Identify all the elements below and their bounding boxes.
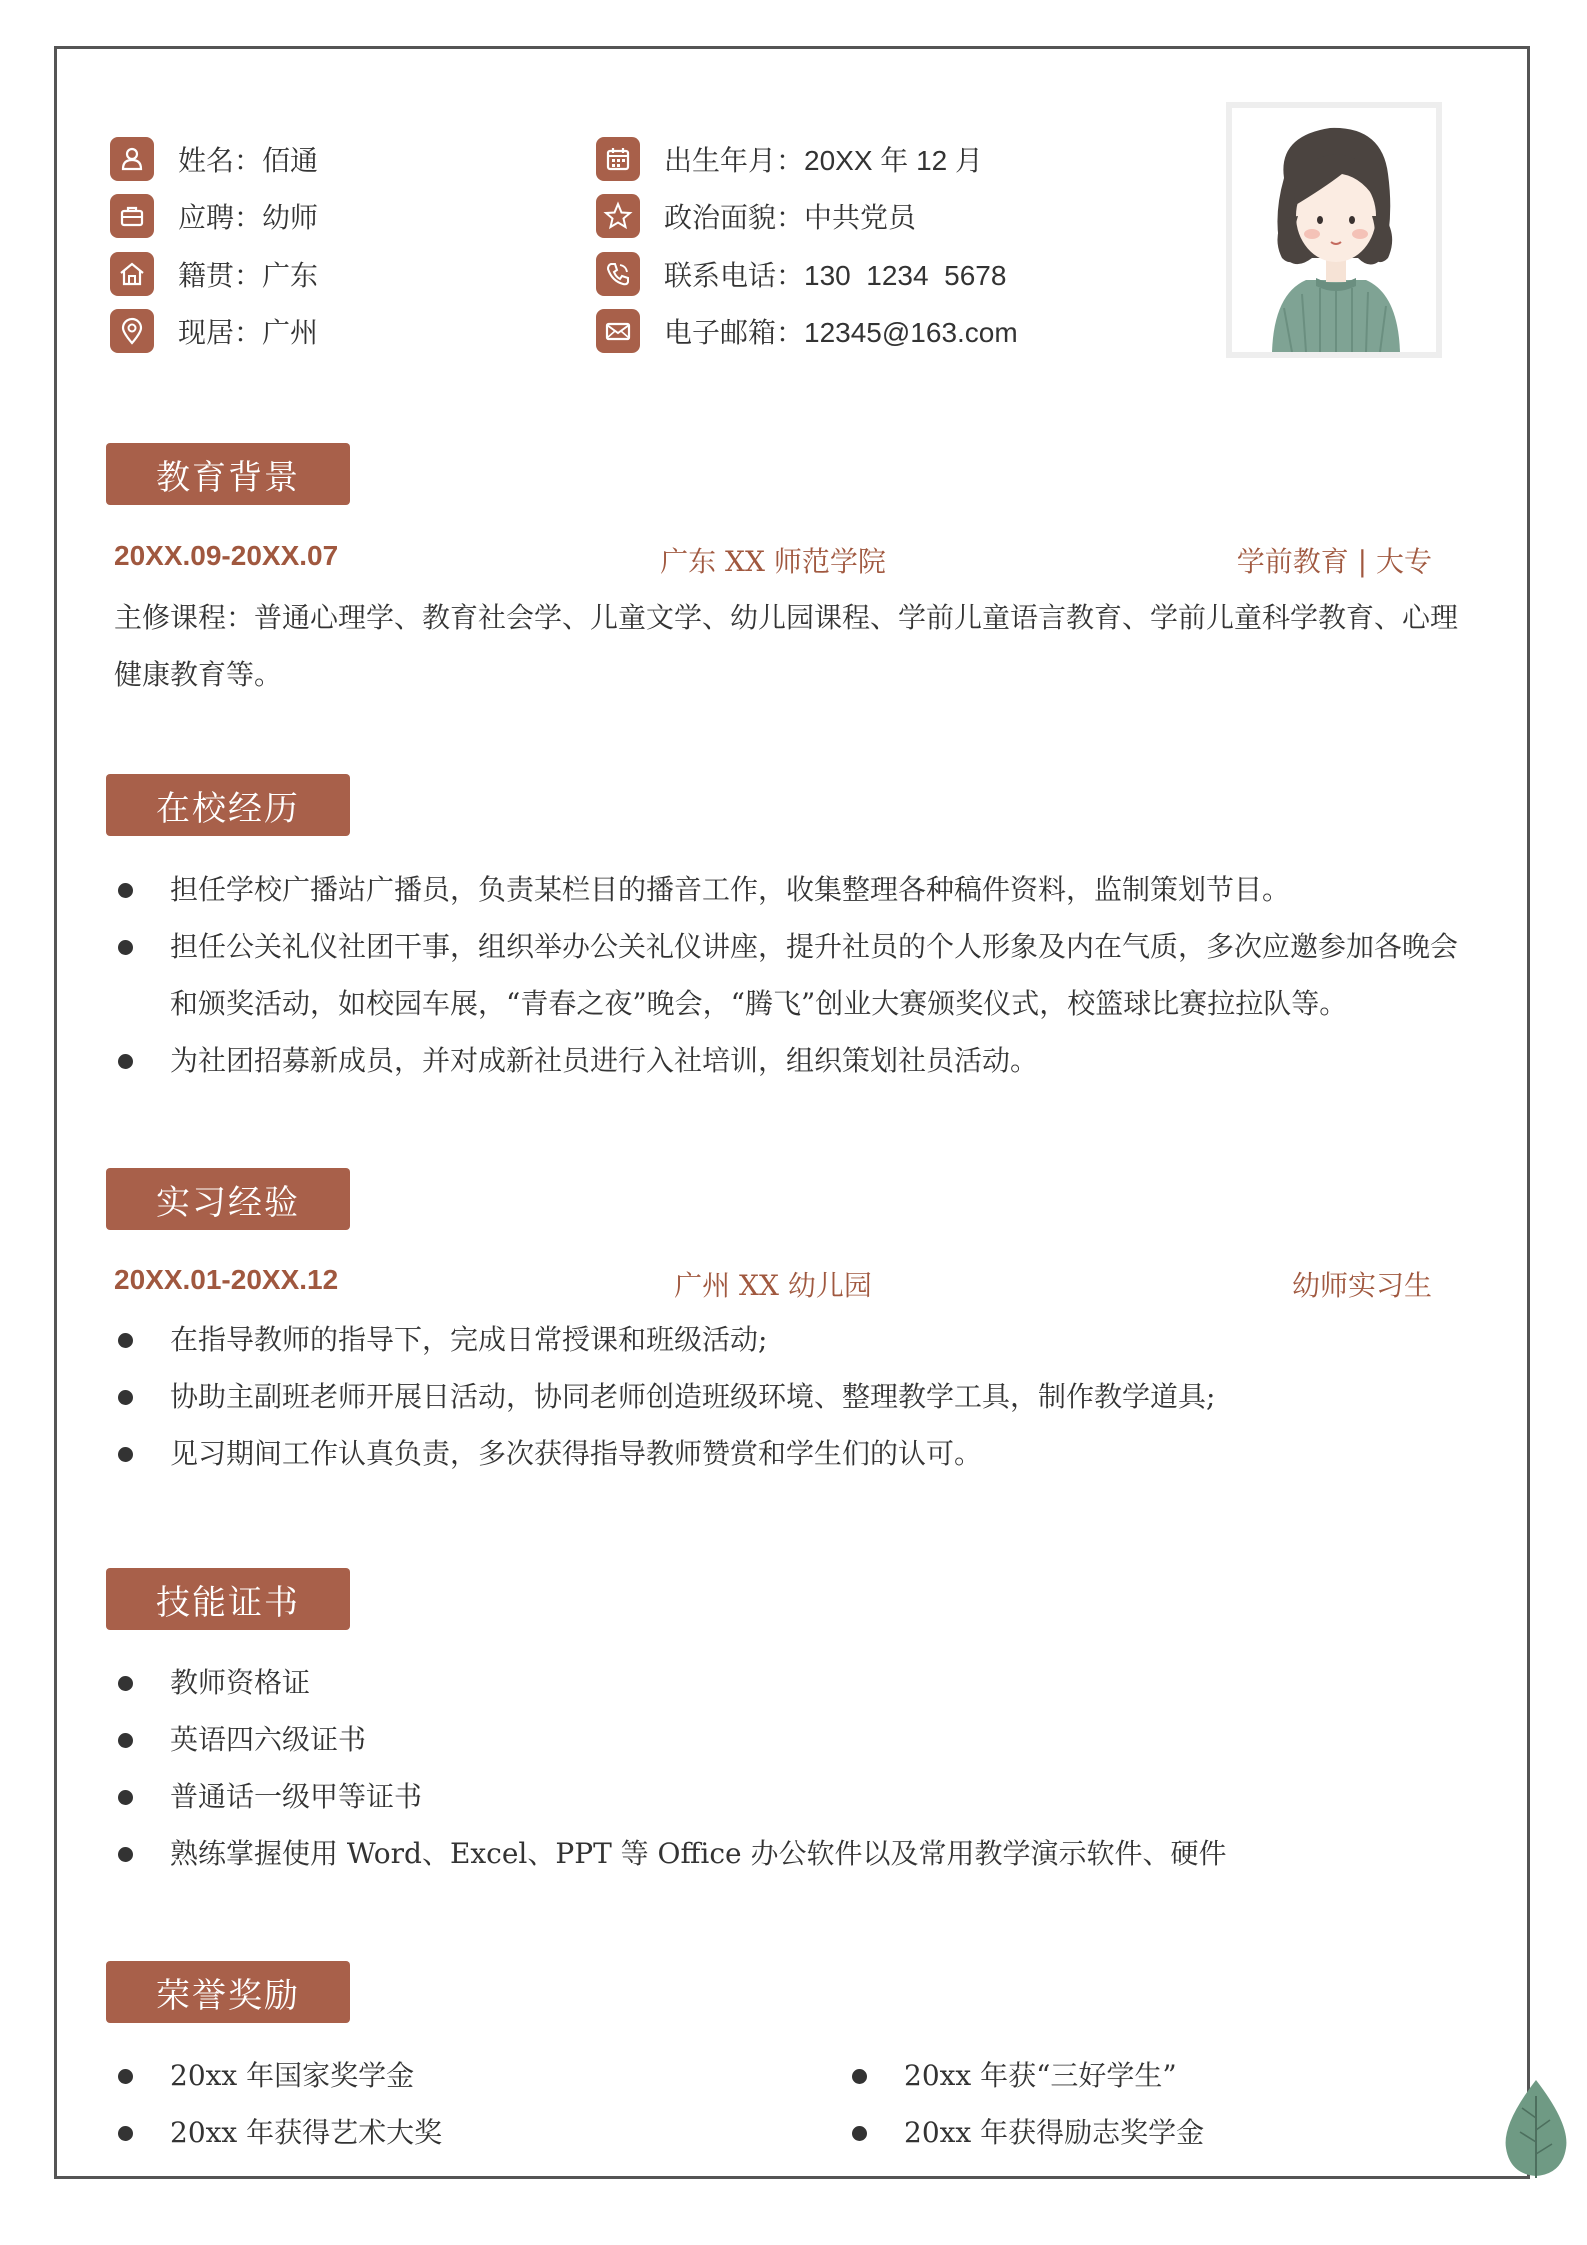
- list-item-text: 担任公关礼仪社团干事，组织举办公关礼仪讲座，提升社员的个人形象及内在气质，多次应邀参加各晚会和颁奖活动，如校园车展，“青春之夜”晚会，“腾飞”创业大赛颁奖仪式，校篮球比赛拉拉队等。: [170, 930, 1459, 1020]
- list-item: [114, 1654, 1474, 1711]
- list-item: [114, 861, 1474, 918]
- info-value: 广东: [262, 259, 319, 292]
- bullet-dot: [118, 883, 133, 898]
- info-email: [596, 309, 1018, 353]
- section-title-internship: 实习经验: [106, 1168, 350, 1230]
- bullet-dot: [118, 2126, 133, 2141]
- info-label: 姓名：: [178, 144, 263, 177]
- internship-list: [114, 1311, 1474, 1482]
- section-title-campus: 在校经历: [106, 774, 350, 836]
- list-item-text: 20xx 年获得艺术大奖: [170, 2116, 443, 2149]
- info-label: 政治面貌：: [664, 201, 805, 234]
- info-value: 广州: [262, 316, 319, 349]
- list-item: [114, 2104, 848, 2161]
- internship-header: [114, 1264, 1432, 1304]
- awards-list: [114, 2047, 1434, 2161]
- education-header: [114, 540, 1432, 580]
- bullet-dot: [118, 1390, 133, 1405]
- section-title-education: 教育背景: [106, 443, 350, 505]
- education-courses: 主修课程：普通心理学、教育社会学、儿童文学、幼儿园课程、学前儿童语言教育、学前儿童科学教育、心理健康教育等。: [114, 601, 1459, 691]
- home-icon: [110, 252, 154, 296]
- list-item: [848, 2104, 1428, 2161]
- list-item: [114, 1825, 1474, 1882]
- list-item: [114, 1711, 1474, 1768]
- campus-list: [114, 861, 1474, 1089]
- section-title-skills: 技能证书: [106, 1568, 350, 1630]
- mail-icon: [596, 309, 640, 353]
- info-residence: [110, 309, 318, 353]
- list-item-text: 20xx 年国家奖学金: [170, 2059, 415, 2092]
- info-value: 佰通: [262, 144, 319, 177]
- info-phone: [596, 252, 1006, 296]
- bullet-dot: [118, 1333, 133, 1348]
- list-item-text: 普通话一级甲等证书: [170, 1780, 423, 1813]
- list-item-text: 教师资格证: [170, 1666, 311, 1699]
- bullet-dot: [852, 2126, 867, 2141]
- list-item: [114, 1311, 1474, 1368]
- info-hometown: [110, 252, 318, 296]
- info-value: 20XX 年 12 月: [804, 145, 983, 176]
- info-political: [596, 194, 916, 238]
- info-label: 籍贯：: [178, 259, 263, 292]
- info-label: 应聘：: [178, 201, 263, 234]
- info-value: 幼师: [262, 201, 319, 234]
- briefcase-icon: [110, 194, 154, 238]
- calendar-icon: [596, 137, 640, 181]
- info-name: [110, 137, 318, 181]
- list-item-text: 协助主副班老师开展日活动，协同老师创造班级环境、整理教学工具，制作教学道具;: [170, 1380, 1216, 1413]
- star-icon: [596, 194, 640, 238]
- location-pin-icon: [110, 309, 154, 353]
- person-icon: [110, 137, 154, 181]
- bullet-dot: [118, 2069, 133, 2084]
- list-item: [114, 918, 1474, 1032]
- section-title-awards: 荣誉奖励: [106, 1961, 350, 2023]
- info-label: 联系电话：: [664, 259, 805, 292]
- list-item-text: 在指导教师的指导下，完成日常授课和班级活动;: [170, 1323, 768, 1356]
- internship-company: 广州 XX 幼儿园: [674, 1269, 872, 1302]
- info-label: 现居：: [178, 316, 263, 349]
- info-label: 电子邮箱：: [664, 316, 805, 349]
- list-item: [114, 1368, 1474, 1425]
- bullet-dot: [118, 1447, 133, 1462]
- info-value: 12345@163.com: [804, 317, 1018, 348]
- info-birth: [596, 137, 983, 181]
- list-item-text: 20xx 年获“三好学生”: [904, 2059, 1177, 2092]
- education-date: 20XX.09-20XX.07: [114, 540, 339, 571]
- bullet-dot: [118, 1054, 133, 1069]
- info-position: [110, 194, 318, 238]
- phone-icon: [596, 252, 640, 296]
- bullet-dot: [118, 1790, 133, 1805]
- list-item-text: 为社团招募新成员，并对成新社员进行入社培训，组织策划社员活动。: [170, 1044, 1039, 1077]
- list-item-text: 见习期间工作认真负责，多次获得指导教师赞赏和学生们的认可。: [170, 1437, 983, 1470]
- bullet-dot: [852, 2069, 867, 2084]
- bullet-dot: [118, 1847, 133, 1862]
- info-value: 130 1234 5678: [804, 260, 1007, 291]
- avatar-illustration: [1232, 108, 1436, 352]
- bullet-dot: [118, 1676, 133, 1691]
- list-item-text: 担任学校广播站广播员，负责某栏目的播音工作，收集整理各种稿件资料，监制策划节目。: [170, 873, 1291, 906]
- list-item-text: 英语四六级证书: [170, 1723, 367, 1756]
- list-item: [114, 1425, 1474, 1482]
- education-major: 学前教育 | 大专: [1236, 545, 1432, 578]
- skills-list: [114, 1654, 1474, 1882]
- profile-photo: [1226, 102, 1442, 358]
- education-school: 广东 XX 师范学院: [660, 545, 886, 578]
- internship-position: 幼师实习生: [1291, 1269, 1432, 1302]
- list-item: [114, 1032, 1474, 1089]
- bullet-dot: [118, 940, 133, 955]
- list-item: [848, 2047, 1428, 2104]
- list-item-text: 熟练掌握使用 Word、Excel、PPT 等 Office 办公软件以及常用教学演示软件、硬件: [170, 1837, 1227, 1870]
- internship-date: 20XX.01-20XX.12: [114, 1264, 339, 1295]
- leaf-icon: [1500, 2078, 1572, 2178]
- info-label: 出生年月：: [664, 144, 805, 177]
- info-value: 中共党员: [804, 201, 917, 234]
- list-item-text: 20xx 年获得励志奖学金: [904, 2116, 1205, 2149]
- bullet-dot: [118, 1733, 133, 1748]
- list-item: [114, 2047, 848, 2104]
- list-item: [114, 1768, 1474, 1825]
